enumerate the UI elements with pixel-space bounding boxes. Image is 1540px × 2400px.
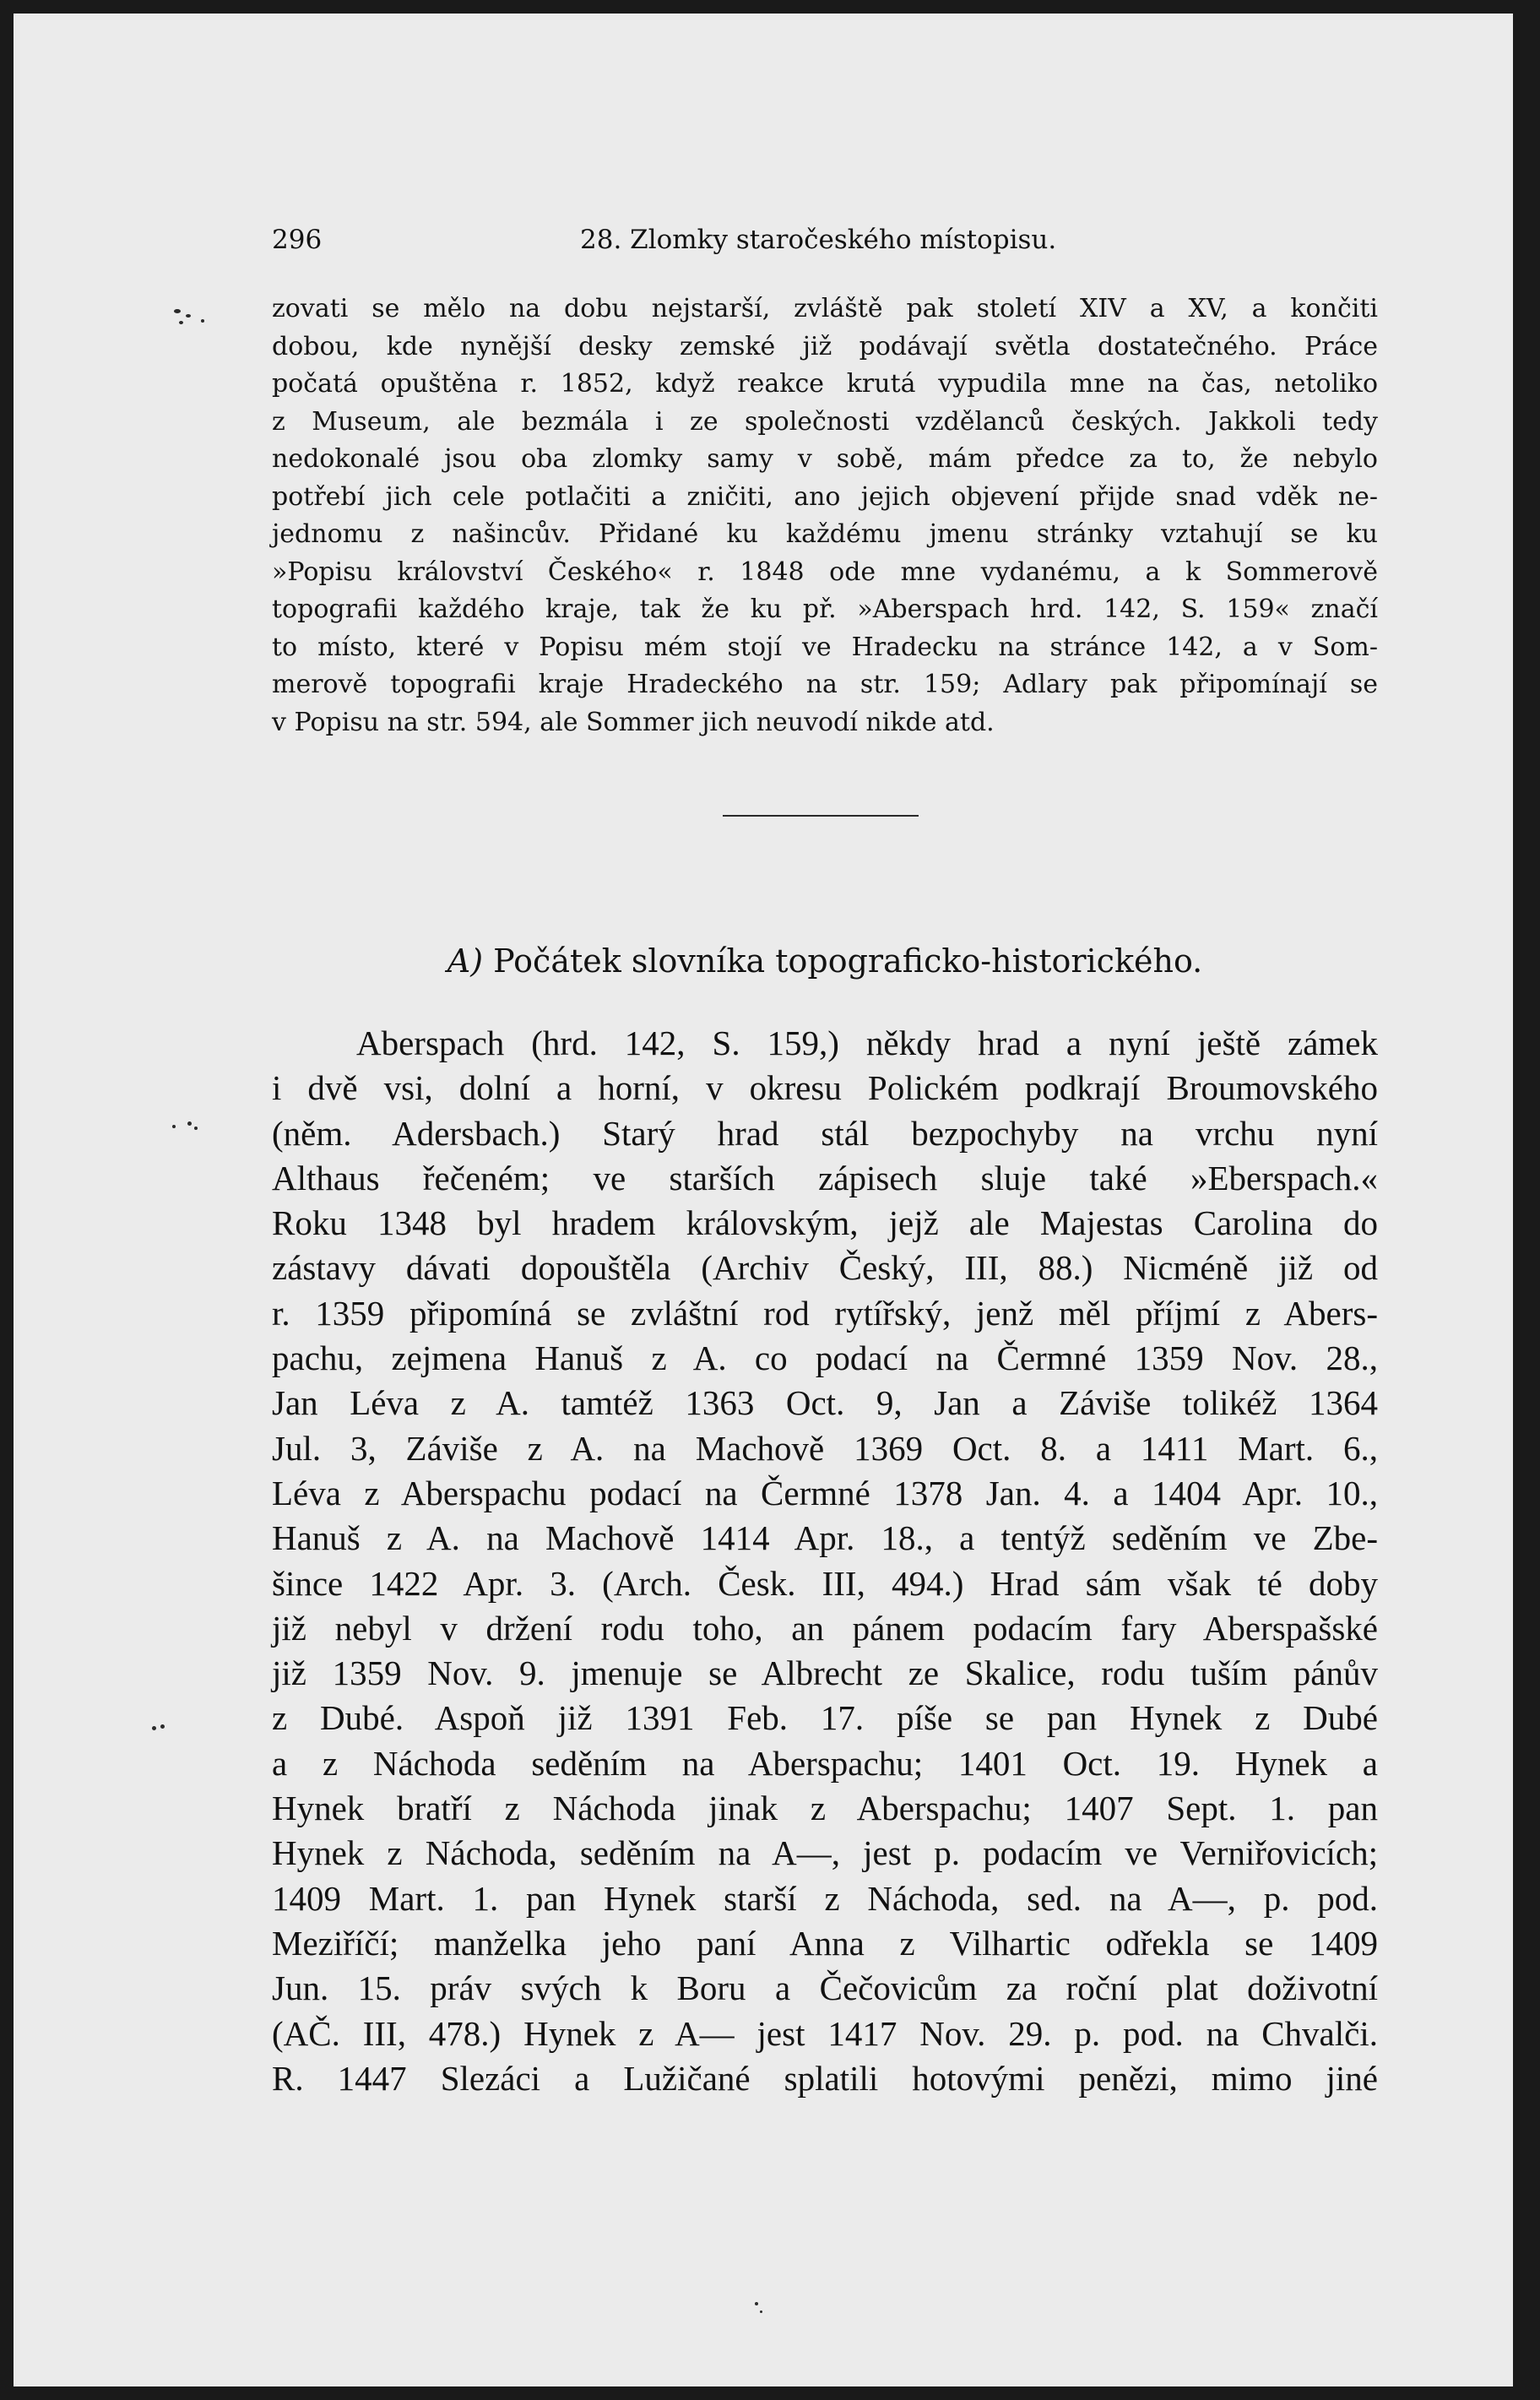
preface-line: počatá opuštěna r. 1852, když reakce krutá vypudila mne na čas, netoliko <box>272 369 1378 399</box>
entry-line: Aberspach (hrd. 142, S. 159,) někdy hrad a nyní ještě zámek <box>356 1024 1378 1062</box>
entry-line: 1409 Mart. 1. pan Hynek starší z Náchoda, sed. na A—, p. pod. <box>272 1878 1378 1918</box>
entry-line: Hanuš z A. na Machově 1414 Apr. 18., a tentýž seděním ve Zbe- <box>272 1518 1378 1558</box>
preface-line: jednomu z našincův. Přidané ku každému jmenu stránky vztahují se ku <box>272 519 1378 549</box>
scan-speck <box>152 1726 156 1730</box>
preface-line: v Popisu na str. 594, ale Sommer jich neuvodí nikde atd. <box>272 707 995 737</box>
scan-speck <box>187 1121 192 1126</box>
scan-speck <box>179 321 183 324</box>
scan-speck <box>186 314 191 318</box>
page-header <box>272 225 1378 272</box>
entry-line: již nebyl v držení rodu toho, an pánem podacím fary Aberspašské <box>272 1608 1378 1648</box>
entry-line: pachu, zejmena Hanuš z A. co podací na Čermné 1359 Nov. 28., <box>272 1338 1378 1378</box>
scan-speck <box>760 2310 762 2313</box>
entry-line: Léva z Aberspachu podací na Čermné 1378 Jan. 4. a 1404 Apr. 10., <box>272 1473 1378 1512</box>
preface-paragraph <box>272 290 1378 741</box>
section-heading <box>272 942 1378 980</box>
entry-line: zástavy dávati dopouštěla (Archiv Český, III, 88.) Nicméně již od <box>272 1248 1378 1288</box>
entry-line: i dvě vsi, dolní a horní, v okresu Polickém podkrají Broumovského <box>272 1068 1378 1108</box>
preface-line: dobou, kde nynější desky zemské již podávají světla dostatečného. Práce <box>272 331 1378 361</box>
entry-line: Jan Léva z A. tamtéž 1363 Oct. 9, Jan a Záviše tolikéž 1364 <box>272 1383 1378 1423</box>
entry-line: Hynek z Náchoda, seděním na A—, jest p. podacím ve Verniřovicích; <box>272 1833 1378 1873</box>
scanned-page <box>14 14 1513 2386</box>
entry-paragraph <box>272 1021 1378 2101</box>
preface-line: merově topografii kraje Hradeckého na str. 159; Adlary pak připomínají se <box>272 670 1378 699</box>
entry-line: Roku 1348 byl hradem královským, jejž ale Majestas Carolina do <box>272 1203 1378 1243</box>
entry-line: (AČ. III, 478.) Hynek z A— jest 1417 Nov. 29. p. pod. na Chvalči. <box>272 2013 1378 2053</box>
page-number: 296 <box>272 225 323 255</box>
running-title: 28. Zlomky staročeského místopisu. <box>580 225 1057 255</box>
entry-line: z Dubé. Aspoň již 1391 Feb. 17. píše se pan Hynek z Dubé <box>272 1698 1378 1738</box>
scan-speck <box>160 1724 165 1729</box>
entry-line: již 1359 Nov. 9. jmenuje se Albrecht ze Skalice, rodu tuším pánův <box>272 1653 1378 1693</box>
scan-speck <box>201 319 204 323</box>
entry-line: Althaus řečeném; ve starších zápisech sluje také »Eberspach.« <box>272 1158 1378 1197</box>
section-title: Počátek slovníka topograficko-historického. <box>493 942 1203 980</box>
entry-line: Jun. 15. práv svých k Boru a Čečovicům za roční plat doživotní <box>272 1968 1378 2008</box>
scan-speck <box>174 309 181 313</box>
entry-line: Hynek bratří z Náchoda jinak z Aberspachu; 1407 Sept. 1. pan <box>272 1789 1378 1828</box>
preface-line: »Popisu království Českého« r. 1848 ode mne vydanému, a k Sommerově <box>272 557 1378 587</box>
entry-line: šince 1422 Apr. 3. (Arch. Česk. III, 494.) Hrad sám však té doby <box>272 1563 1378 1603</box>
preface-line: nedokonalé jsou oba zlomky samy v sobě, mám předce za to, že nebylo <box>272 444 1378 474</box>
preface-line: z Museum, ale bezmála i ze společnosti vzdělanců českých. Jakkoli tedy <box>272 406 1378 437</box>
scan-speck <box>172 1125 176 1128</box>
preface-line: topografii každého kraje, tak že ku př. »Aberspach hrd. 142, S. 159« značí <box>272 595 1378 624</box>
entry-line: R. 1447 Slezáci a Lužičané splatili hotovými penězi, mimo jiné <box>272 2058 1378 2098</box>
entry-line: Jul. 3, Záviše z A. na Machově 1369 Oct. 8. a 1411 Mart. 6., <box>272 1428 1378 1468</box>
section-divider <box>723 815 919 817</box>
preface-line: potřebí jich cele potlačiti a zničiti, ano jejich objevení přijde snad vděk ne- <box>272 481 1378 512</box>
scan-speck <box>755 2302 758 2305</box>
entry-line: (něm. Adersbach.) Starý hrad stál bezpochyby na vrchu nyní <box>272 1113 1378 1153</box>
preface-line: zovati se mělo na dobu nejstarší, zvláště pak století XIV a XV, a končiti <box>272 294 1378 323</box>
section-letter: A) <box>447 942 484 980</box>
preface-line: to místo, které v Popisu mém stojí ve Hradecku na stránce 142, a v Som- <box>272 632 1378 662</box>
entry-line: a z Náchoda seděním na Aberspachu; 1401 Oct. 19. Hynek a <box>272 1743 1378 1783</box>
scan-speck <box>194 1127 198 1130</box>
entry-line: Meziříčí; manželka jeho paní Anna z Vilhartic odřekla se 1409 <box>272 1923 1378 1963</box>
entry-line: r. 1359 připomíná se zvláštní rod rytířský, jenž měl příjmí z Abers- <box>272 1293 1378 1333</box>
